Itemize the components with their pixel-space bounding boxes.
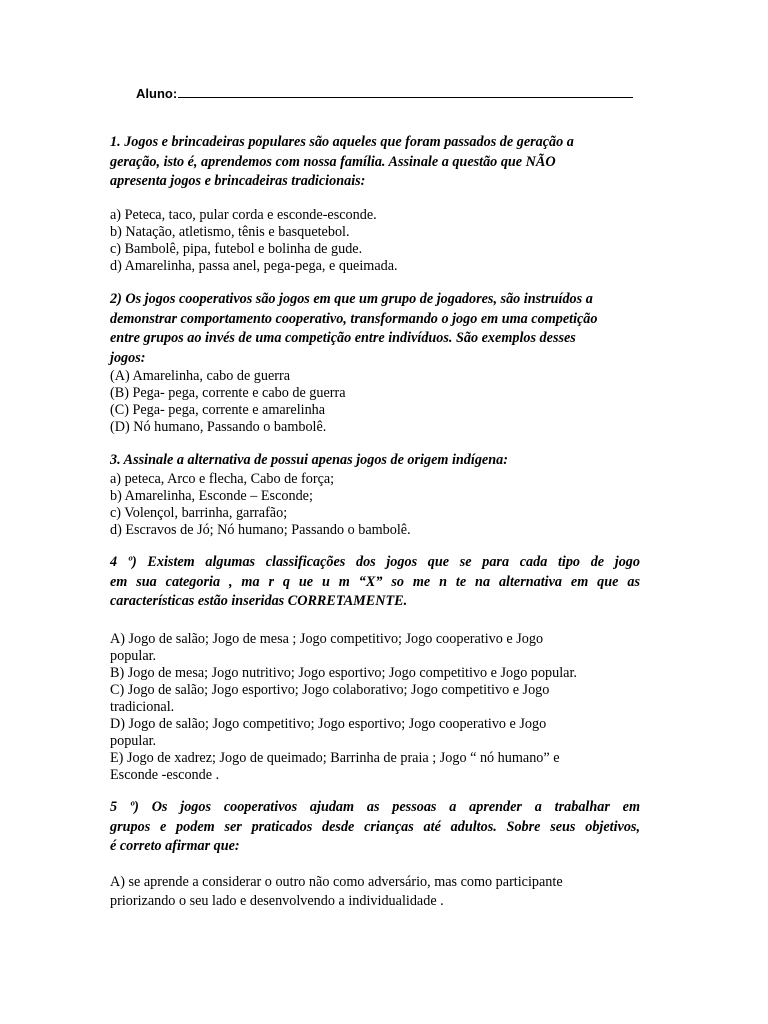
question-line: 4 º) Existem algumas classificações dos jogos que se para cada tipo de jogo: [110, 554, 640, 570]
option-c[interactable]: c) Bambolê, pipa, futebol e bolinha de gude.: [110, 241, 363, 257]
question-4-options: [110, 631, 640, 784]
question-line: 2) Os jogos cooperativos são jogos em que um grupo de jogadores, são instruídos a: [110, 291, 593, 307]
question-3-options: [110, 471, 640, 539]
question-2-text: [110, 290, 640, 368]
option-a-cont: popular.: [110, 648, 157, 664]
option-d[interactable]: d) Amarelinha, passa anel, pega-pega, e queimada.: [110, 258, 398, 274]
question-line: demonstrar comportamento cooperativo, transformando o jogo em uma competição: [110, 310, 598, 327]
question-4-text: [110, 553, 640, 612]
student-name-label: Aluno:: [136, 86, 178, 101]
option-a[interactable]: a) peteca, Arco e flecha, Cabo de força;: [110, 471, 335, 487]
option-c-cont: tradicional.: [110, 699, 175, 715]
option-b[interactable]: B) Jogo de mesa; Jogo nutritivo; Jogo esportivo; Jogo competitivo e Jogo popular.: [110, 665, 577, 681]
question-1-options: [110, 207, 640, 275]
option-a[interactable]: a) Peteca, taco, pular corda e esconde-esconde.: [110, 207, 377, 223]
option-b[interactable]: b) Amarelinha, Esconde – Esconde;: [110, 488, 313, 504]
option-e-cont: Esconde -esconde .: [110, 767, 220, 783]
student-name-field[interactable]: [136, 86, 633, 101]
question-1-text: [110, 133, 640, 192]
question-line: características estão inseridas CORRETAMENTE.: [110, 593, 408, 609]
question-line: 1. Jogos e brincadeiras populares são aqueles que foram passados de geração a: [110, 134, 574, 150]
option-e[interactable]: E) Jogo de xadrez; Jogo de queimado; Barrinha de praia ; Jogo “ nó humano” e: [110, 750, 560, 766]
option-a[interactable]: (A) Amarelinha, cabo de guerra: [110, 368, 291, 384]
option-b[interactable]: (B) Pega- pega, corrente e cabo de guerra: [110, 385, 346, 401]
option-a-cont: priorizando o seu lado e desenvolvendo a individualidade .: [110, 893, 444, 909]
question-line: em sua categoria , ma r q ue u m “X” so me n te na alternativa em que as: [110, 573, 640, 590]
question-2-options: [110, 368, 640, 436]
option-c[interactable]: c) Volençol, barrinha, garrafão;: [110, 505, 288, 521]
option-d[interactable]: D) Jogo de salão; Jogo competitivo; Jogo esportivo; Jogo cooperativo e Jogo: [110, 716, 547, 732]
option-d[interactable]: d) Escravos de Jó; Nó humano; Passando o bambolê.: [110, 522, 411, 538]
option-c[interactable]: (C) Pega- pega, corrente e amarelinha: [110, 402, 326, 418]
question-line: grupos e podem ser praticados desde crianças até adultos. Sobre seus objetivos,: [110, 818, 640, 835]
question-3-text: [110, 451, 640, 471]
option-a[interactable]: A) Jogo de salão; Jogo de mesa ; Jogo competitivo; Jogo cooperativo e Jogo: [110, 631, 544, 647]
option-d[interactable]: (D) Nó humano, Passando o bambolê.: [110, 419, 327, 435]
question-line: 5 º) Os jogos cooperativos ajudam as pessoas a aprender a trabalhar em: [110, 799, 640, 815]
option-d-cont: popular.: [110, 733, 157, 749]
question-line: é correto afirmar que:: [110, 838, 240, 854]
student-name-line[interactable]: [178, 86, 633, 98]
question-line: 3. Assinale a alternativa de possui apenas jogos de origem indígena:: [110, 452, 508, 468]
question-5-text: [110, 798, 640, 857]
question-line: apresenta jogos e brincadeiras tradicionais:: [110, 173, 366, 189]
question-line: jogos:: [110, 349, 146, 366]
option-a[interactable]: A) se aprende a considerar o outro não como adversário, mas como participante: [110, 874, 563, 890]
option-c[interactable]: C) Jogo de salão; Jogo esportivo; Jogo colaborativo; Jogo competitivo e Jogo: [110, 682, 550, 698]
option-b[interactable]: b) Natação, atletismo, tênis e basquetebol.: [110, 224, 350, 240]
question-line: entre grupos ao invés de uma competição entre indivíduos. São exemplos desses: [110, 330, 576, 346]
question-line: geração, isto é, aprendemos com nossa família. Assinale a questão que NÃO: [110, 153, 556, 170]
question-5-options: [110, 873, 640, 911]
